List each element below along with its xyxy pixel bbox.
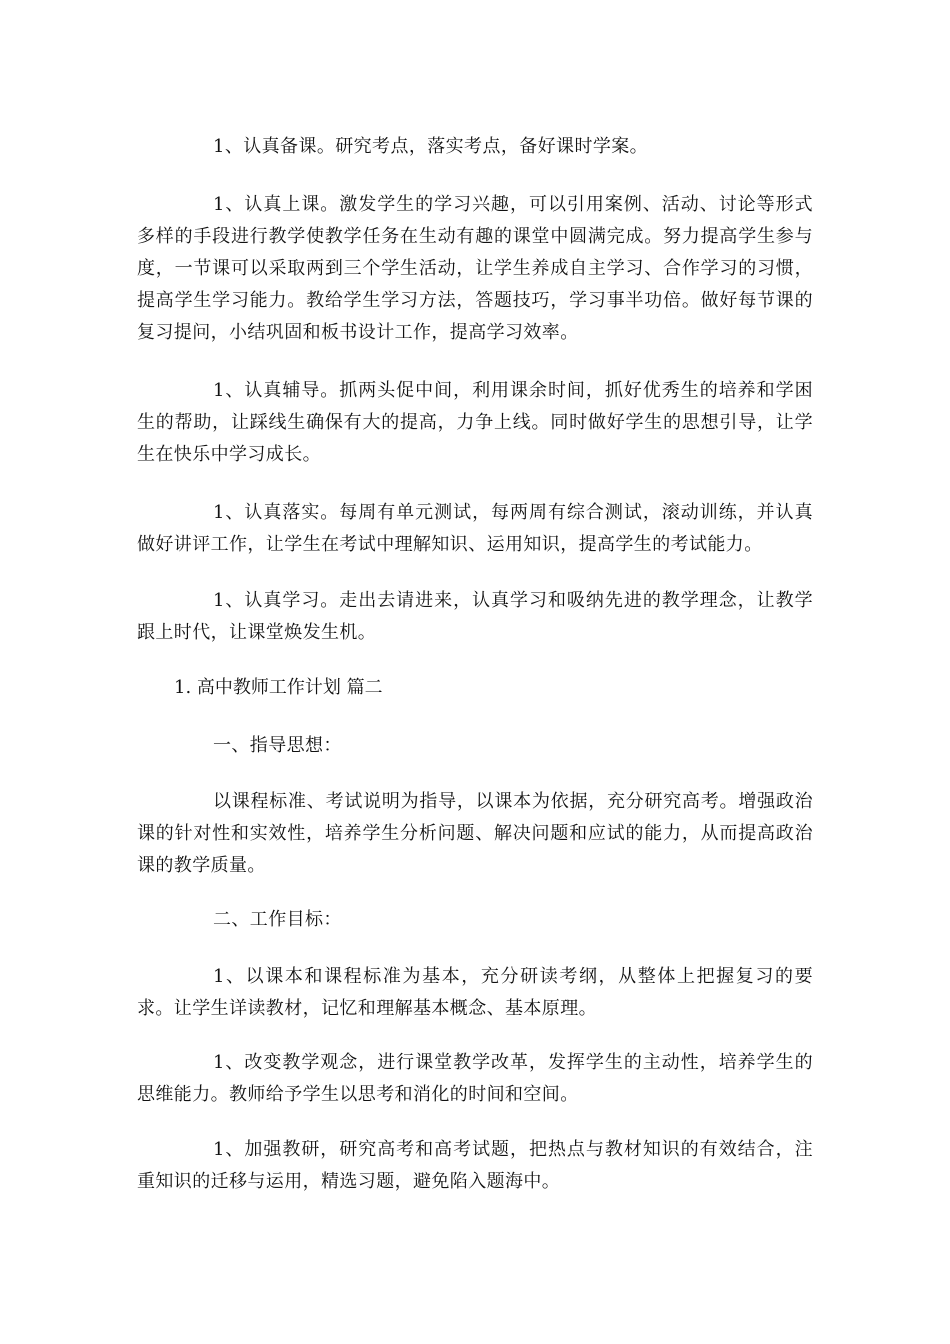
paragraph-teach-lessons: 1、认真上课。激发学生的学习兴趣，可以引用案例、活动、讨论等形式多样的手段进行教学使教学任务在生动有趣的课堂中圆满完成。努力提高学生参与度，一节课可以采取两到三个学生活动，让学生养成自主学习、合作学习的习惯，提高学生学习能力。教给学生学习方法，答题技巧，学习事半功倍。做好每节课的复习提问，小结巩固和板书设计工作，提高学习效率。: [137, 194, 813, 343]
goal-item-3: 1、加强教研，研究高考和高考试题，把热点与教材知识的有效结合，注重知识的迁移与运用，精选习题，避免陷入题海中。: [137, 1139, 813, 1192]
goals-heading: 二、工作目标：: [213, 909, 342, 930]
paragraph-prepare-lessons: 1、认真备课。研究考点，落实考点，备好课时学案。: [213, 136, 649, 157]
paragraph-implementation: 1、认真落实。每周有单元测试，每两周有综合测试，滚动训练，并认真做好讲评工作，让学生在考试中理解知识、运用知识，提高学生的考试能力。: [137, 502, 813, 555]
goal-item-2: 1、改变教学观念，进行课堂教学改革，发挥学生的主动性，培养学生的思维能力。教师给予学生以思考和消化的时间和空间。: [137, 1052, 813, 1105]
goal-item-1: 1、以课本和课程标准为基本，充分研读考纲，从整体上把握复习的要求。让学生详读教材，记忆和理解基本概念、基本原理。: [137, 966, 813, 1019]
guiding-text: 以课程标准、考试说明为指导，以课本为依据，充分研究高考。增强政治课的针对性和实效性，培养学生分析问题、解决问题和应试的能力，从而提高政治课的教学质量。: [137, 791, 813, 876]
paragraph-tutoring: 1、认真辅导。抓两头促中间，利用课余时间，抓好优秀生的培养和学困生的帮助，让踩线生确保有大的提高，力争上线。同时做好学生的思想引导，让学生在快乐中学习成长。: [137, 380, 813, 465]
paragraph-learning: 1、认真学习。走出去请进来，认真学习和吸纳先进的教学理念，让教学跟上时代，让课堂焕发生机。: [137, 590, 813, 643]
section-title: 1. 高中教师工作计划 篇二: [174, 677, 383, 698]
guiding-heading: 一、指导思想：: [213, 735, 342, 756]
